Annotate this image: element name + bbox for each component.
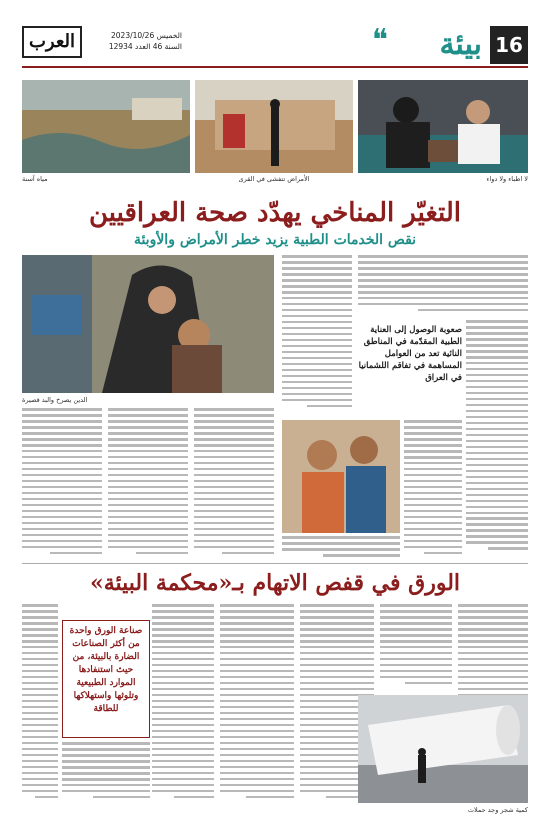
article2-column-5 [152,604,214,804]
article-headline: التغيّر المناخي يهدّد صحة العراقيين [88,198,462,228]
article2-column-under-box [62,742,150,804]
photo-mother-child [22,255,274,393]
article2-column-4 [220,604,294,804]
text-column-second [404,420,462,560]
publication-info [92,30,182,52]
section-divider [22,563,528,564]
photo-children-image [282,420,400,533]
caption-bottom-photo: كمية شجر وجد حملات [467,806,528,814]
text-column-under-kids [282,536,400,562]
text-column-left-a [22,408,102,558]
photo-paper-rolls-image [358,695,528,803]
article2-box-quote [62,620,150,738]
section-title: بيئة [439,27,482,62]
issue-line: السنة 46 العدد 12934 [108,42,182,51]
article2-box-quote-text: صناعة الورق واحدة من أكثر الصناعات الضارة بالبيئة، من حيث استنفادها الموارد الطبيعية وتلوثها واستهلاكها للطاقة [69,626,143,714]
photo-paper-rolls [358,695,528,803]
page-number: 16 [490,26,528,64]
article2-headline: الورق في قفص الاتهام بـ«محكمة البيئة» [89,570,461,596]
photo-doctor-clinic-image [358,80,528,173]
article-subhead: نقص الخدمات الطبية يزيد خطر الأمراض والأوبئة [133,232,417,248]
caption-mid-photo: الدين يصرخ والبد قصيرة [22,396,88,404]
date-line: الخميس 2023/10/26 [111,31,182,40]
photo-doctor-clinic [358,80,528,173]
newspaper-logo: العرب [22,26,82,58]
photo-mother-child-image [22,255,274,393]
caption-top-left: مياه آسنة [22,175,48,183]
pullquote: صعوبة الوصول إلى العناية الطبية المقدّمة في المناطق النائية تعد من العوامل المساهمة في تفاقم اللشمانيا في العراق [358,325,462,383]
text-column-left-b [108,408,188,558]
quote-mark-icon: ❝ [371,23,388,58]
caption-top-right: لا اطباء ولا دواء [486,175,528,183]
photo-stagnant-water-image [22,80,190,173]
text-column-left-c [194,408,274,558]
text-column-middle [282,255,352,415]
text-column-intro [358,255,528,317]
photo-stagnant-water [22,80,190,173]
text-column-right [466,320,528,560]
caption-top-middle: الأمراض تتفشى في القرى [238,175,310,183]
photo-village-house-image [195,80,353,173]
photo-children [282,420,400,533]
photo-village-house [195,80,353,173]
masthead [22,24,528,68]
article2-column-2 [380,604,452,690]
article2-column-6 [22,604,58,804]
